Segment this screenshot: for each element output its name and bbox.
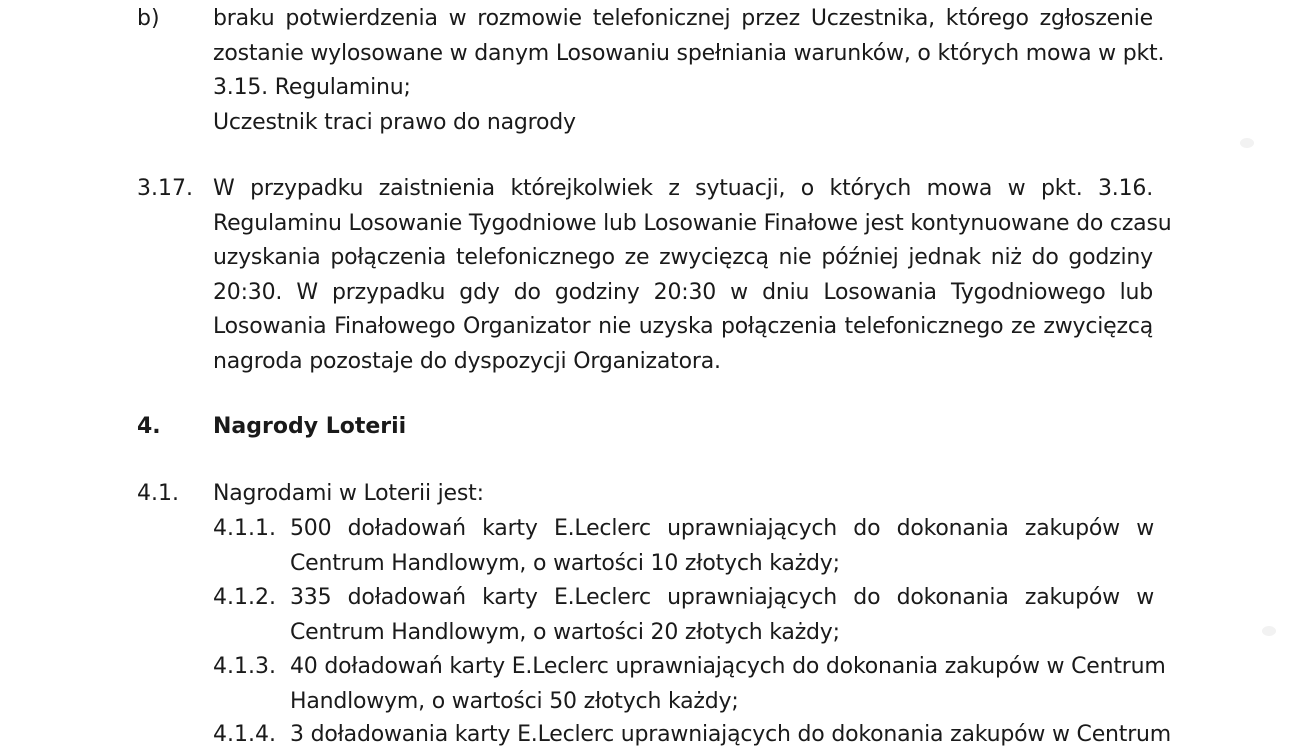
section-3-17-line-6: nagroda pozostaje do dyspozycji Organizatora.	[213, 348, 721, 374]
section-3-17-number: 3.17.	[137, 176, 193, 201]
section-3-17-line-1: W przypadku zaistnienia którejkolwiek z sytuacji, o których mowa w pkt. 3.16.	[213, 176, 1153, 201]
item-4-1-1-number: 4.1.1.	[213, 516, 276, 541]
item-b-line-2: zostanie wylosowane w danym Losowaniu spełniania warunków, o których mowa w pkt.	[213, 40, 1165, 66]
section-3-17-text	[213, 172, 1172, 379]
section-4-number: 4.	[137, 414, 161, 439]
section-4-1-intro: Nagrodami w Loterii jest:	[213, 481, 484, 506]
item-4-1-2-line-1: 335 doładowań karty E.Leclerc uprawniających do dokonania zakupów w	[290, 585, 1154, 610]
item-4-1-4-text	[290, 718, 1172, 753]
section-4-1-number: 4.1.	[137, 481, 179, 506]
item-4-1-4-number: 4.1.4.	[213, 722, 276, 747]
section-3-17-line-2: Regulaminu Losowanie Tygodniowe lub Losowanie Finałowe jest kontynuowane do czasu	[213, 210, 1172, 236]
section-3-17-line-5: Losowania Finałowego Organizator nie uzyska połączenia telefonicznego ze zwycięzcą	[213, 314, 1153, 339]
item-b-line-1: braku potwierdzenia w rozmowie telefonicznej przez Uczestnika, którego zgłoszenie	[213, 6, 1153, 31]
item-b-line-3: 3.15. Regulaminu;	[213, 75, 411, 100]
item-4-1-4-line-1: 3 doładowania karty E.Leclerc uprawniających do dokonania zakupów w Centrum	[290, 722, 1172, 747]
item-4-1-3-number: 4.1.3.	[213, 654, 276, 679]
scan-artifact	[1240, 138, 1254, 148]
section-3-17-line-3: uzyskania połączenia telefonicznego ze zwycięzcą nie później jednak niż do godziny	[213, 245, 1153, 270]
item-4-1-2-number: 4.1.2.	[213, 585, 276, 610]
item-b-conclusion: Uczestnik traci prawo do nagrody	[213, 109, 576, 135]
item-4-1-1-line-1: 500 doładowań karty E.Leclerc uprawniających do dokonania zakupów w	[290, 516, 1154, 541]
item-4-1-3-line-1: 40 doładowań karty E.Leclerc uprawniających do dokonania zakupów w Centrum	[290, 654, 1166, 679]
item-4-1-1-text	[290, 512, 1154, 581]
item-marker-b: b)	[137, 6, 160, 31]
item-4-1-1-line-2: Centrum Handlowym, o wartości 10 złotych każdy;	[290, 550, 840, 576]
section-4-title: Nagrody Loterii	[213, 414, 407, 439]
item-4-1-2-line-2: Centrum Handlowym, o wartości 20 złotych każdy;	[290, 619, 840, 645]
item-4-1-2-text	[290, 581, 1154, 650]
item-b-text	[213, 2, 1165, 140]
item-4-1-3-text	[290, 650, 1166, 719]
item-4-1-3-line-2: Handlowym, o wartości 50 złotych każdy;	[290, 688, 739, 714]
section-3-17-line-4: 20:30. W przypadku gdy do godziny 20:30 w dniu Losowania Tygodniowego lub	[213, 279, 1153, 305]
scan-artifact	[1262, 626, 1276, 636]
